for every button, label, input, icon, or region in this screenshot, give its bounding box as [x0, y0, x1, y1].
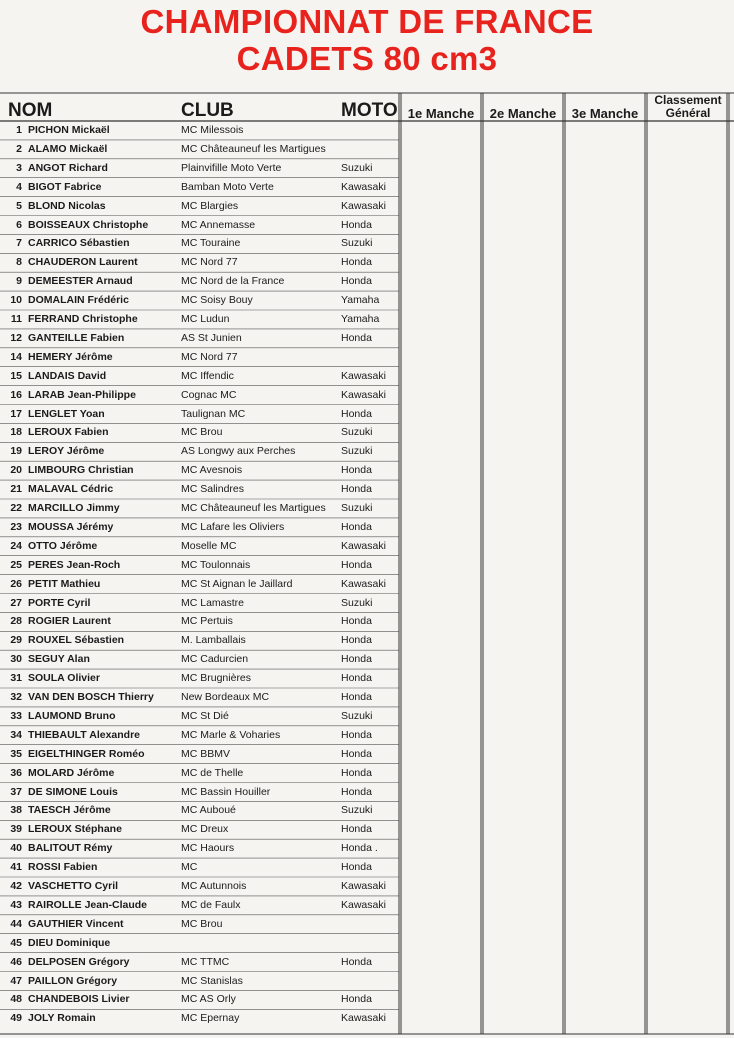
header-manche-3: 3e Manche [571, 106, 639, 121]
rider-club: M. Lamballais [181, 634, 246, 647]
rider-name: HEMERY Jérôme [28, 350, 113, 363]
rider-name: PETIT Mathieu [28, 577, 101, 590]
rider-moto: Kawasaki [341, 577, 386, 590]
rider-moto: Honda [341, 520, 372, 533]
rider-moto: Honda [341, 955, 372, 968]
rider-club: MC Brugnières [181, 672, 252, 685]
rider-club: MC Haours [181, 842, 235, 855]
rider-club: Bamban Moto Verte [181, 180, 274, 193]
table-row [0, 461, 734, 480]
table-row [0, 291, 734, 310]
rider-moto: Honda [341, 747, 372, 760]
rider-name: SEGUY Alan [28, 653, 90, 666]
rider-moto: Honda [341, 558, 372, 571]
table-row [0, 197, 734, 216]
rider-name: VAN DEN BOSCH Thierry [28, 691, 154, 703]
table-row [0, 1009, 734, 1028]
table-row [0, 159, 734, 178]
rider-moto: Honda [341, 464, 372, 477]
rider-club: AS Longwy aux Perches [181, 445, 296, 458]
rider-moto: Honda [341, 634, 372, 647]
rider-club: MC Iffendic [181, 369, 234, 382]
rider-club: Plainvifille Moto Verte [181, 161, 282, 174]
rider-moto: Honda [341, 483, 372, 496]
rider-name: MARCILLO Jimmy [28, 502, 120, 514]
table-row [0, 858, 734, 877]
rider-moto: Kawasaki [341, 369, 386, 382]
rider-name: LIMBOURG Christian [28, 464, 134, 477]
rider-moto: Honda [341, 407, 372, 420]
header-club: CLUB [181, 100, 234, 121]
rider-club: MC Lafare les Oliviers [181, 520, 285, 533]
header-moto: MOTO [341, 100, 398, 121]
rider-name: PERES Jean-Roch [28, 558, 121, 571]
table-row [0, 499, 734, 518]
rider-number: 18 [10, 426, 22, 439]
table-row [0, 801, 734, 820]
rider-number: 28 [10, 615, 22, 628]
rider-name: PORTE Cyril [28, 596, 91, 609]
table-row [0, 612, 734, 631]
table-row [0, 839, 734, 858]
rider-club: MC Bassin Houiller [181, 785, 271, 798]
rider-name: LANDAIS David [28, 369, 107, 382]
rider-name: LENGLET Yoan [28, 407, 105, 420]
rider-moto: Suzuki [341, 596, 373, 609]
rider-club: Moselle MC [181, 539, 237, 552]
rider-club: MC Annemasse [181, 218, 256, 231]
rider-moto: Honda [341, 256, 372, 269]
rider-name: LEROUX Fabien [28, 426, 109, 439]
table-row [0, 707, 734, 726]
rider-number: 8 [16, 256, 22, 269]
rider-name: MOLARD Jérôme [28, 766, 115, 779]
rider-club: MC de Thelle [181, 766, 244, 779]
rider-name: MALAVAL Cédric [28, 483, 114, 496]
rider-name: BALITOUT Rémy [28, 842, 113, 855]
rider-moto: Honda [341, 823, 372, 836]
rider-moto: Suzuki [341, 804, 373, 817]
table-row [0, 121, 734, 140]
rider-number: 44 [10, 917, 22, 930]
table-row [0, 650, 734, 669]
rider-moto: Kawasaki [341, 180, 386, 193]
rider-number: 2 [16, 142, 22, 155]
rider-number: 47 [10, 974, 22, 987]
rider-number: 33 [10, 709, 22, 722]
rider-moto: Honda [341, 861, 372, 874]
rider-club: MC Soisy Bouy [181, 294, 253, 307]
rider-moto: Kawasaki [341, 388, 386, 401]
rider-number: 5 [16, 199, 22, 212]
rider-number: 25 [10, 558, 22, 571]
rider-name: VASCHETTO Cyril [28, 880, 119, 892]
rider-name: OTTO Jérôme [28, 539, 98, 552]
table-row [0, 140, 734, 159]
table-row [0, 783, 734, 802]
rider-name: PICHON Mickaël [28, 124, 110, 136]
rider-name: DOMALAIN Frédéric [28, 294, 129, 307]
table-row [0, 329, 734, 348]
rider-name: THIEBAULT Alexandre [28, 728, 141, 741]
table-row [0, 367, 734, 386]
rider-name: JOLY Romain [28, 1012, 96, 1025]
rider-moto: Honda [341, 785, 372, 798]
header-classement-line-1: Classement [654, 93, 722, 107]
rider-name: DEMEESTER Arnaud [28, 275, 133, 288]
table-row [0, 310, 734, 329]
rider-number: 15 [10, 369, 22, 382]
rider-moto: Honda [341, 691, 372, 703]
rider-moto: Suzuki [341, 426, 373, 439]
header-manche-2: 2e Manche [489, 106, 557, 121]
rider-name: FERRAND Christophe [28, 313, 138, 325]
rider-name: ANGOT Richard [28, 161, 108, 174]
table-row [0, 745, 734, 764]
table-row [0, 253, 734, 272]
rider-number: 26 [10, 577, 22, 590]
rider-club: MC TTMC [181, 955, 230, 968]
header-manche-1: 1e Manche [407, 106, 475, 121]
rider-moto: Kawasaki [341, 1012, 386, 1025]
table-row [0, 442, 734, 461]
rider-number: 41 [10, 861, 22, 874]
rider-name: DE SIMONE Louis [28, 785, 118, 798]
table-row [0, 631, 734, 650]
table-row [0, 669, 734, 688]
header-classement-line-2: Général [665, 106, 711, 120]
table-row [0, 953, 734, 972]
rider-number: 37 [10, 785, 22, 798]
rider-name: LEROY Jérôme [28, 445, 105, 458]
table-row [0, 556, 734, 575]
rider-club: MC BBMV [181, 747, 231, 760]
rider-name: DELPOSEN Grégory [28, 955, 130, 968]
rider-moto: Honda [341, 653, 372, 666]
rider-club: MC St Aignan le Jaillard [181, 577, 293, 590]
rider-number: 1 [16, 124, 22, 136]
rider-number: 7 [16, 237, 22, 250]
rider-number: 11 [10, 313, 22, 325]
rider-club: MC Blargies [181, 199, 239, 212]
table-row [0, 575, 734, 594]
rider-number: 32 [10, 691, 22, 703]
rider-name: EIGELTHINGER Roméo [28, 747, 145, 760]
rider-club: MC Nord de la France [181, 275, 285, 288]
rider-number: 22 [10, 502, 22, 514]
rider-club: MC [181, 861, 198, 874]
table-row [0, 764, 734, 783]
table-row [0, 896, 734, 915]
table-row [0, 348, 734, 367]
rider-number: 14 [10, 350, 22, 363]
rider-moto: Yamaha [341, 294, 380, 307]
rider-number: 9 [16, 275, 22, 288]
rider-number: 42 [10, 880, 22, 892]
table-row [0, 972, 734, 991]
rider-number: 16 [10, 388, 22, 401]
table-row [0, 272, 734, 291]
rider-moto: Suzuki [341, 709, 373, 722]
rider-number: 4 [16, 180, 22, 193]
rider-club: MC Marle & Voharies [181, 728, 281, 741]
rider-club: MC Auboué [181, 804, 236, 817]
rider-number: 49 [10, 1012, 22, 1025]
rider-name: BLOND Nicolas [28, 199, 106, 212]
rider-club: MC Stanislas [181, 974, 243, 987]
table-row [0, 405, 734, 424]
rider-number: 17 [10, 407, 22, 420]
rider-moto: Honda [341, 615, 372, 628]
rider-number: 35 [10, 747, 22, 760]
table-row [0, 726, 734, 745]
rider-name: ALAMO Mickaël [28, 142, 108, 155]
rider-club: MC Touraine [181, 237, 241, 250]
rider-club: MC Ludun [181, 313, 230, 325]
rider-club: MC St Dié [181, 709, 229, 722]
rider-moto: Suzuki [341, 161, 373, 174]
rider-moto: Honda [341, 993, 372, 1006]
rider-number: 12 [10, 331, 22, 344]
table-row [0, 216, 734, 235]
rider-moto: Yamaha [341, 313, 380, 325]
table-row [0, 518, 734, 537]
rider-number: 3 [16, 161, 22, 174]
rider-moto: Honda [341, 275, 372, 288]
rider-club: MC Cadurcien [181, 653, 249, 666]
table-row [0, 234, 734, 253]
rider-moto: Kawasaki [341, 199, 386, 212]
header-classement-general [648, 94, 728, 120]
rider-number: 36 [10, 766, 22, 779]
table-row [0, 537, 734, 556]
rider-moto: Suzuki [341, 237, 373, 250]
rider-moto: Honda [341, 672, 372, 685]
rider-club: MC Pertuis [181, 615, 233, 628]
rider-club: MC de Faulx [181, 898, 241, 911]
rider-club: MC Châteauneuf les Martigues [181, 502, 326, 514]
rider-moto: Honda [341, 728, 372, 741]
table-row [0, 990, 734, 1009]
rider-moto: Honda [341, 766, 372, 779]
rider-number: 45 [10, 936, 22, 949]
rider-name: ROUXEL Sébastien [28, 634, 125, 647]
rider-name: ROSSI Fabien [28, 861, 98, 874]
page-title-line-2: CADETS 80 cm3 [236, 40, 498, 77]
table-row [0, 688, 734, 707]
rider-moto: Honda [341, 218, 372, 231]
rider-name: GANTEILLE Fabien [28, 331, 125, 344]
rider-number: 24 [10, 539, 22, 552]
table-row [0, 178, 734, 197]
rider-club: MC Lamastre [181, 596, 245, 609]
rider-number: 30 [10, 653, 22, 666]
rider-club: MC Nord 77 [181, 350, 238, 363]
rider-number: 40 [10, 842, 22, 855]
table-row [0, 480, 734, 499]
rider-moto: Suzuki [341, 502, 373, 514]
rider-name: LEROUX Stéphane [28, 823, 122, 836]
rider-club: MC Brou [181, 426, 223, 439]
rider-number: 27 [10, 596, 22, 609]
rider-club: MC Toulonnais [181, 558, 251, 571]
rider-number: 10 [10, 294, 22, 307]
rider-name: MOUSSA Jérémy [28, 520, 114, 533]
table-row [0, 423, 734, 442]
table-row [0, 820, 734, 839]
rider-moto: Kawasaki [341, 898, 386, 911]
rider-number: 38 [10, 804, 22, 817]
rider-name: GAUTHIER Vincent [28, 917, 124, 930]
rider-name: BOISSEAUX Christophe [28, 218, 149, 231]
rider-moto: Honda . [341, 842, 378, 855]
header-nom: NOM [8, 100, 53, 121]
table-row [0, 386, 734, 405]
rider-number: 19 [10, 445, 22, 458]
rider-club: MC Autunnois [181, 880, 247, 892]
rider-club: Cognac MC [181, 388, 237, 401]
rider-club: MC Châteauneuf les Martigues [181, 142, 326, 155]
rider-club: AS St Junien [181, 331, 242, 344]
rider-number: 39 [10, 823, 22, 836]
table-row [0, 594, 734, 613]
rider-name: SOULA Olivier [28, 672, 100, 685]
rider-number: 20 [10, 464, 22, 477]
rider-number: 21 [10, 483, 22, 496]
rider-club: MC Salindres [181, 483, 245, 496]
table-row [0, 877, 734, 896]
rider-club: Taulignan MC [181, 407, 246, 420]
rider-number: 46 [10, 955, 22, 968]
rider-club: MC Epernay [181, 1012, 240, 1025]
rider-name: BIGOT Fabrice [28, 180, 102, 193]
rider-moto: Suzuki [341, 445, 373, 458]
rider-number: 31 [10, 672, 22, 685]
rider-name: LARAB Jean-Philippe [28, 388, 136, 401]
rider-name: ROGIER Laurent [28, 615, 111, 628]
rider-name: CHANDEBOIS Livier [28, 993, 130, 1006]
rider-moto: Honda [341, 331, 372, 344]
rider-club: MC Nord 77 [181, 256, 238, 269]
rider-club: MC Dreux [181, 823, 229, 836]
rider-name: PAILLON Grégory [28, 974, 118, 987]
rider-name: CHAUDERON Laurent [28, 256, 138, 269]
page-title-line-1: CHAMPIONNAT DE FRANCE [140, 3, 594, 40]
rider-moto: Kawasaki [341, 539, 386, 552]
rider-club: MC Brou [181, 917, 223, 930]
table-row [0, 915, 734, 934]
rider-name: LAUMOND Bruno [28, 709, 116, 722]
rider-club: MC Milessois [181, 124, 244, 136]
rider-number: 23 [10, 520, 22, 533]
rider-name: TAESCH Jérôme [28, 804, 111, 817]
rider-name: DIEU Dominique [28, 936, 111, 949]
rider-club: MC Avesnois [181, 464, 243, 477]
rider-number: 6 [16, 218, 22, 231]
rider-club: New Bordeaux MC [181, 691, 270, 703]
rider-number: 43 [10, 898, 22, 911]
rider-name: CARRICO Sébastien [28, 237, 130, 250]
rider-number: 29 [10, 634, 22, 647]
rider-club: MC AS Orly [181, 993, 236, 1006]
rider-name: RAIROLLE Jean-Claude [28, 898, 148, 911]
rider-number: 48 [10, 993, 22, 1006]
rider-moto: Kawasaki [341, 880, 386, 892]
table-row [0, 934, 734, 953]
rider-number: 34 [10, 728, 22, 741]
